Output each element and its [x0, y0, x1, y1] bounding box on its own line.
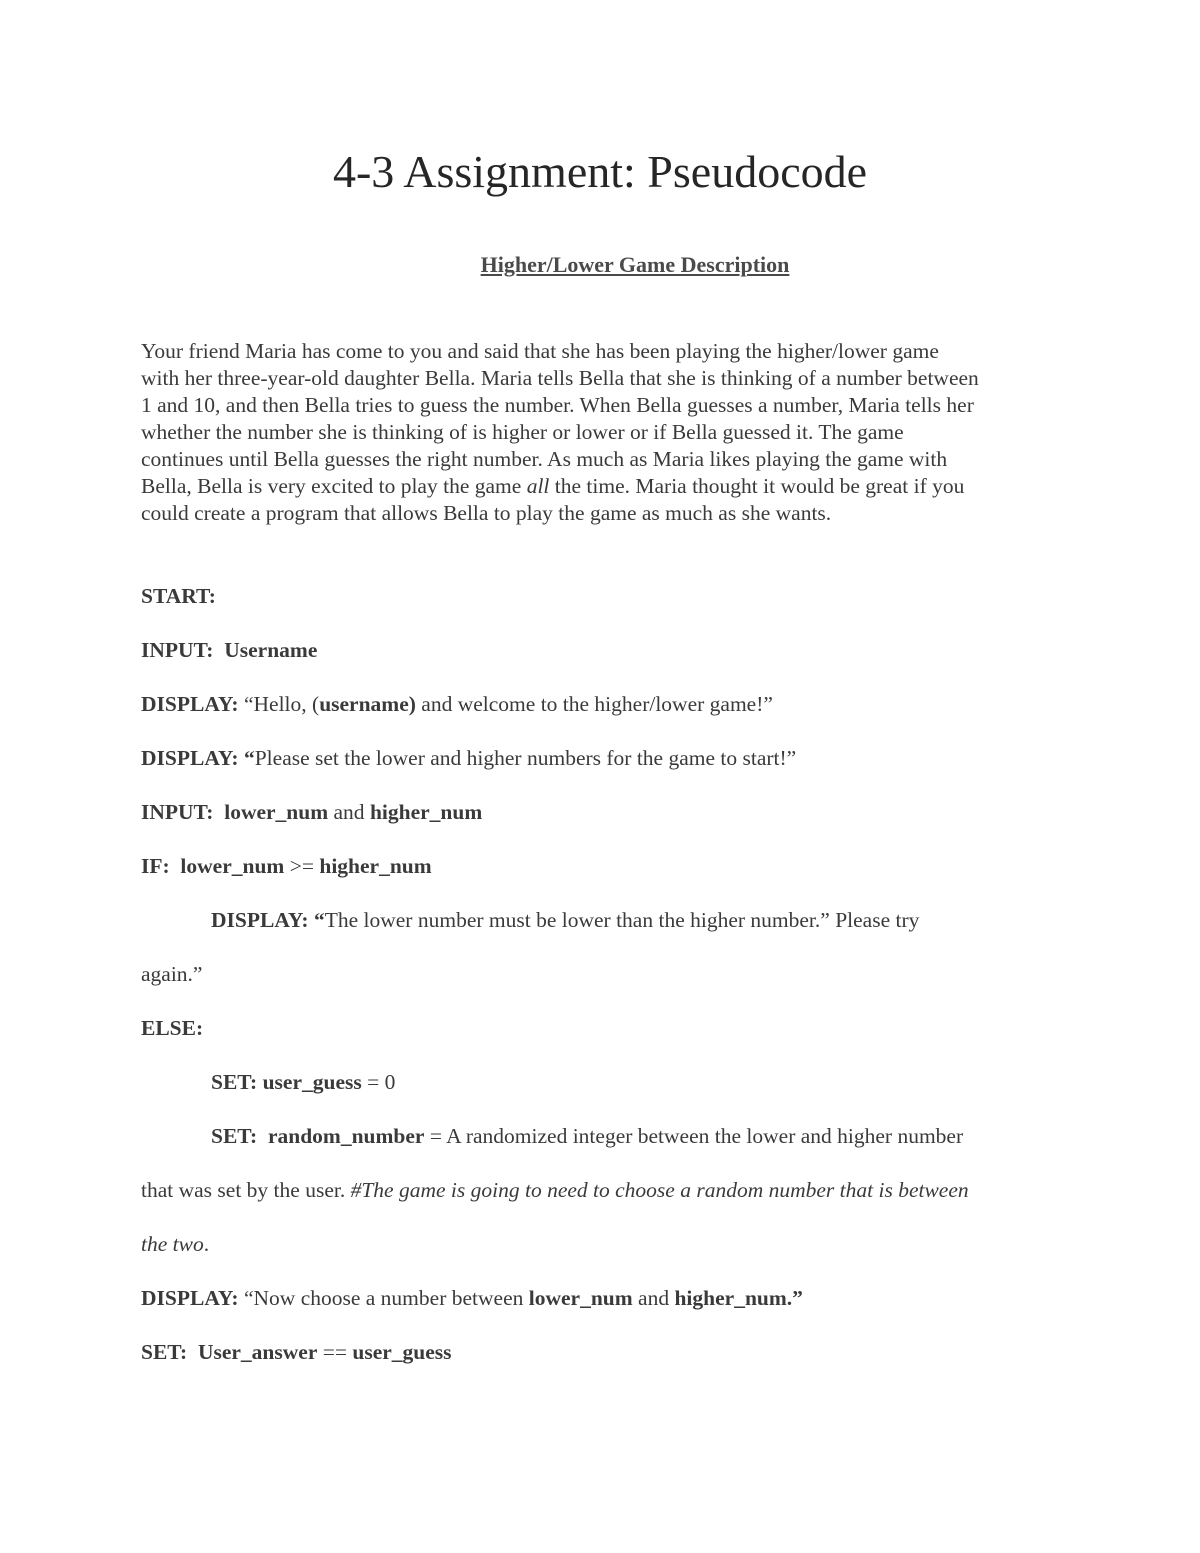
keyword: DISPLAY:	[141, 1286, 239, 1310]
keyword: DISPLAY:	[141, 692, 239, 716]
intro-emphasis: all	[526, 474, 550, 498]
keyword: START:	[141, 584, 216, 608]
variable: username)	[319, 692, 416, 716]
comment: #The game is going to need to choose a random number that is between	[350, 1178, 969, 1202]
intro-line: could create a program that allows Bella to play the game as much as she wants.	[141, 501, 832, 525]
text: “	[313, 908, 325, 932]
keyword: SET:	[141, 1340, 188, 1364]
pseudocode-set-random-cont2	[141, 1230, 209, 1258]
intro-line	[141, 473, 1081, 500]
intro-paragraph	[141, 338, 1081, 527]
pseudocode-start	[141, 582, 216, 610]
operator: >=	[284, 854, 320, 878]
variable: User_answer	[197, 1340, 318, 1364]
text: “	[243, 746, 255, 770]
keyword: DISPLAY:	[211, 908, 309, 932]
pseudocode-set-random-cont	[141, 1176, 969, 1204]
keyword: INPUT:	[141, 800, 214, 824]
variable: lower_num	[224, 800, 329, 824]
pseudocode-input-username	[141, 636, 317, 664]
text: The lower number must be lower than the higher number.” Please try	[324, 908, 920, 932]
pseudocode-display-set-numbers	[141, 744, 796, 772]
comment: the two	[141, 1232, 204, 1256]
keyword: ELSE:	[141, 1016, 204, 1040]
pseudocode-display-error-cont	[141, 960, 202, 988]
document-title: 4-3 Assignment: Pseudocode	[332, 146, 868, 197]
text: again.”	[141, 962, 203, 986]
text: = 0	[361, 1070, 396, 1094]
text: and	[632, 1286, 675, 1310]
variable: lower_num	[180, 854, 285, 878]
text: and	[328, 800, 370, 824]
variable: higher_num	[319, 854, 432, 878]
pseudocode-display-hello	[141, 690, 773, 718]
text: “Now choose a number between	[238, 1286, 529, 1310]
variable: random_number	[267, 1124, 425, 1148]
keyword: DISPLAY:	[141, 746, 239, 770]
keyword: SET:	[211, 1124, 258, 1148]
intro-text: Bella, Bella is very excited to play the game	[141, 474, 527, 498]
text: “Hello, (	[243, 692, 320, 716]
pseudocode-if	[141, 852, 432, 880]
pseudocode-set-user-guess	[211, 1068, 395, 1096]
text: = A randomized integer between the lower and higher number	[424, 1124, 964, 1148]
variable: user_guess	[352, 1340, 452, 1364]
variable: lower_num	[528, 1286, 633, 1310]
intro-line: continues until Bella guesses the right number. As much as Maria likes playing the game with	[141, 447, 948, 471]
text: and welcome to the higher/lower game!”	[415, 692, 773, 716]
intro-line: Your friend Maria has come to you and said that she has been playing the higher/lower game	[141, 339, 939, 363]
intro-text: the time. Maria thought it would be great if you	[549, 474, 965, 498]
text: Please set the lower and higher numbers for the game to start!”	[254, 746, 797, 770]
pseudocode-display-error	[211, 906, 919, 934]
keyword: IF:	[141, 854, 170, 878]
text: that was set by the user.	[141, 1178, 351, 1202]
keyword: INPUT:	[141, 638, 214, 662]
intro-line: whether the number she is thinking of is higher or lower or if Bella guessed it. The game	[141, 420, 904, 444]
keyword: SET: user_guess	[211, 1070, 362, 1094]
intro-line: 1 and 10, and then Bella tries to guess the number. When Bella guesses a number, Maria tells her	[141, 393, 974, 417]
operator: ==	[317, 1340, 353, 1364]
pseudocode-else	[141, 1014, 203, 1042]
intro-line: with her three-year-old daughter Bella. Maria tells Bella that she is thinking of a number between	[141, 366, 979, 390]
text: .	[203, 1232, 210, 1256]
variable: higher_num	[369, 800, 483, 824]
section-heading: Higher/Lower Game Description	[480, 252, 790, 277]
pseudocode-input-numbers	[141, 798, 482, 826]
variable: higher_num.”	[674, 1286, 803, 1310]
pseudocode-set-answer	[141, 1338, 452, 1366]
variable: Username	[224, 638, 318, 662]
pseudocode-set-random	[211, 1122, 963, 1150]
pseudocode-display-choose	[141, 1284, 803, 1312]
